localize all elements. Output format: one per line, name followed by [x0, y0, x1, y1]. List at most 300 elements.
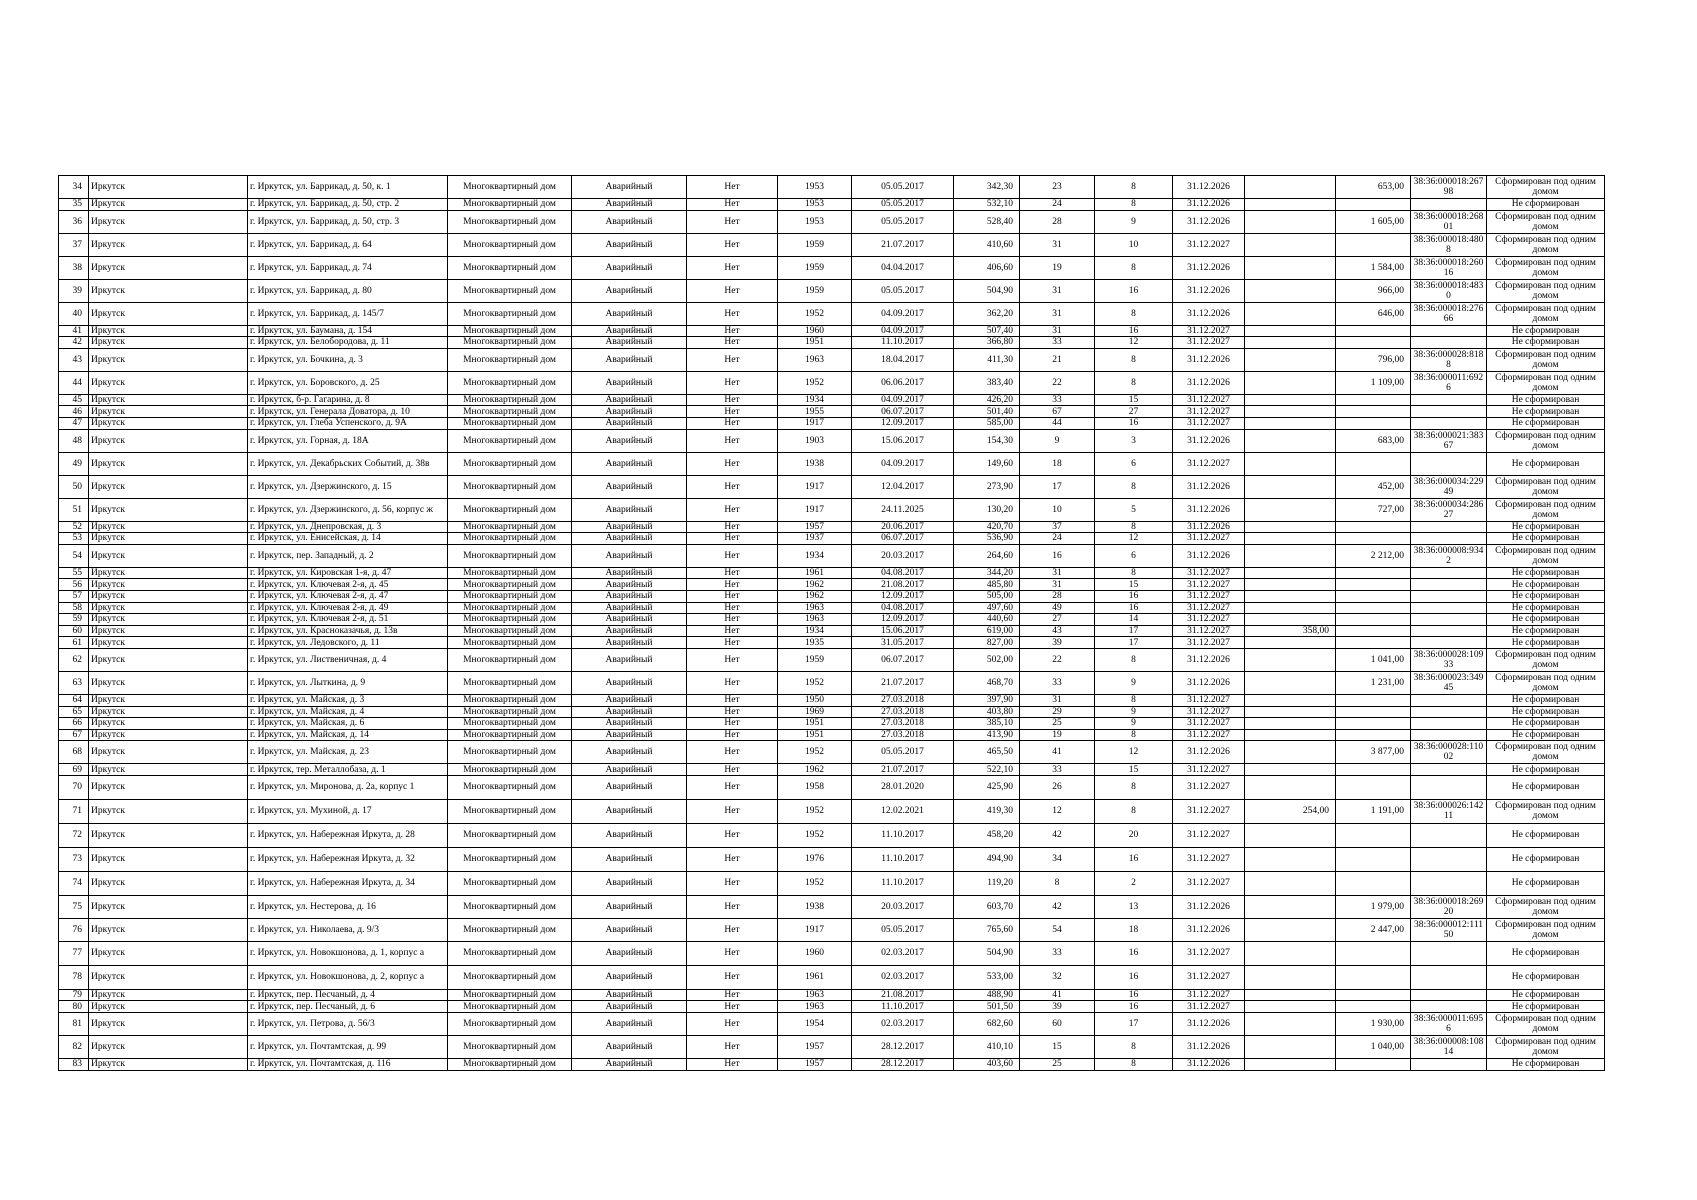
- deadline-cell: 31.12.2027: [1173, 337, 1245, 349]
- deadline-cell: 31.12.2026: [1173, 1036, 1245, 1059]
- condition-cell: Аварийный: [572, 823, 687, 847]
- cadastral-number-cell: 38:36:000018:26016: [1411, 256, 1487, 279]
- city-cell: Иркутск: [89, 590, 248, 602]
- deadline-cell: 31.12.2026: [1173, 429, 1245, 452]
- land-status-cell: Не сформирован: [1487, 706, 1605, 718]
- house-type-cell: Многоквартирный дом: [448, 648, 572, 671]
- row-number-cell: 81: [59, 1013, 89, 1036]
- table-row: [59, 210, 1605, 233]
- extra-area-cell: [1245, 429, 1336, 452]
- condition-cell: Аварийный: [572, 706, 687, 718]
- deadline-cell: 31.12.2026: [1173, 544, 1245, 567]
- year-cell: 1952: [778, 799, 852, 823]
- flag-cell: Нет: [687, 614, 778, 626]
- residents-cell: 28: [1020, 210, 1095, 233]
- condition-cell: Аварийный: [572, 1001, 687, 1013]
- cadastral-number-cell: 38:36:000034:22949: [1411, 475, 1487, 498]
- extra-area-cell: [1245, 533, 1336, 545]
- year-cell: 1934: [778, 544, 852, 567]
- residents-cell: 34: [1020, 847, 1095, 871]
- address-cell: г. Иркутск, ул. Боровского, д. 25: [248, 371, 448, 394]
- flag-cell: Нет: [687, 895, 778, 918]
- flag-cell: Нет: [687, 602, 778, 614]
- apartments-cell: 18: [1095, 918, 1173, 941]
- extra-area-cell: [1245, 764, 1336, 776]
- residents-cell: 31: [1020, 279, 1095, 302]
- apartments-cell: 16: [1095, 602, 1173, 614]
- row-number-cell: 37: [59, 233, 89, 256]
- cadastral-number-cell: [1411, 965, 1487, 989]
- year-cell: 1951: [778, 337, 852, 349]
- land-status-cell: Сформирован под одним домом: [1487, 498, 1605, 521]
- deadline-cell: 31.12.2026: [1173, 521, 1245, 533]
- house-type-cell: Многоквартирный дом: [448, 637, 572, 649]
- deadline-cell: 31.12.2026: [1173, 918, 1245, 941]
- land-status-cell: Сформирован под одним домом: [1487, 233, 1605, 256]
- flag-cell: Нет: [687, 475, 778, 498]
- row-number-cell: 41: [59, 325, 89, 337]
- address-cell: г. Иркутск, ул. Майская, д. 14: [248, 729, 448, 741]
- condition-cell: Аварийный: [572, 918, 687, 941]
- extra-area-cell: [1245, 579, 1336, 591]
- deadline-cell: 31.12.2027: [1173, 394, 1245, 406]
- area-cell: 585,00: [954, 417, 1020, 429]
- extra-area-cell: [1245, 989, 1336, 1001]
- table-row: [59, 965, 1605, 989]
- address-cell: г. Иркутск, ул. Николаева, д. 9/3: [248, 918, 448, 941]
- apartments-cell: 8: [1095, 567, 1173, 579]
- deadline-cell: 31.12.2026: [1173, 348, 1245, 371]
- date-cell: 06.07.2017: [852, 406, 954, 418]
- table-row: [59, 279, 1605, 302]
- deadline-cell: 31.12.2027: [1173, 452, 1245, 475]
- deadline-cell: 31.12.2027: [1173, 602, 1245, 614]
- area-cell: 385,10: [954, 718, 1020, 730]
- address-cell: г. Иркутск, ул. Лиственичная, д. 4: [248, 648, 448, 671]
- house-type-cell: Многоквартирный дом: [448, 799, 572, 823]
- area-cell: 468,70: [954, 671, 1020, 694]
- city-cell: Иркутск: [89, 918, 248, 941]
- row-number-cell: 52: [59, 521, 89, 533]
- deadline-cell: 31.12.2027: [1173, 533, 1245, 545]
- extra-area-cell: 254,00: [1245, 799, 1336, 823]
- cadastral-number-cell: 38:36:000023:34945: [1411, 671, 1487, 694]
- date-cell: 04.09.2017: [852, 325, 954, 337]
- city-cell: Иркутск: [89, 348, 248, 371]
- land-area-cell: [1336, 394, 1411, 406]
- flag-cell: Нет: [687, 521, 778, 533]
- house-type-cell: Многоквартирный дом: [448, 602, 572, 614]
- apartments-cell: 16: [1095, 965, 1173, 989]
- condition-cell: Аварийный: [572, 871, 687, 895]
- house-type-cell: Многоквартирный дом: [448, 1036, 572, 1059]
- land-area-cell: [1336, 989, 1411, 1001]
- area-cell: 130,20: [954, 498, 1020, 521]
- table-row: [59, 544, 1605, 567]
- deadline-cell: 31.12.2027: [1173, 325, 1245, 337]
- flag-cell: Нет: [687, 871, 778, 895]
- house-type-cell: Многоквартирный дом: [448, 741, 572, 764]
- house-type-cell: Многоквартирный дом: [448, 775, 572, 799]
- city-cell: Иркутск: [89, 823, 248, 847]
- condition-cell: Аварийный: [572, 989, 687, 1001]
- table-row: [59, 233, 1605, 256]
- land-area-cell: 1 605,00: [1336, 210, 1411, 233]
- land-area-cell: 1 231,00: [1336, 671, 1411, 694]
- year-cell: 1938: [778, 452, 852, 475]
- house-type-cell: Многоквартирный дом: [448, 498, 572, 521]
- date-cell: 20.03.2017: [852, 895, 954, 918]
- land-area-cell: [1336, 521, 1411, 533]
- area-cell: 528,40: [954, 210, 1020, 233]
- residents-cell: 19: [1020, 729, 1095, 741]
- land-area-cell: [1336, 233, 1411, 256]
- housing-table: [58, 175, 1605, 1071]
- land-area-cell: [1336, 941, 1411, 965]
- address-cell: г. Иркутск, ул. Нестерова, д. 16: [248, 895, 448, 918]
- city-cell: Иркутск: [89, 1013, 248, 1036]
- year-cell: 1954: [778, 1013, 852, 1036]
- row-number-cell: 42: [59, 337, 89, 349]
- row-number-cell: 77: [59, 941, 89, 965]
- address-cell: г. Иркутск, ул. Енисейская, д. 14: [248, 533, 448, 545]
- table-row: [59, 521, 1605, 533]
- flag-cell: Нет: [687, 176, 778, 199]
- condition-cell: Аварийный: [572, 452, 687, 475]
- house-type-cell: Многоквартирный дом: [448, 764, 572, 776]
- city-cell: Иркутск: [89, 176, 248, 199]
- condition-cell: Аварийный: [572, 394, 687, 406]
- land-area-cell: 796,00: [1336, 348, 1411, 371]
- table-row: [59, 706, 1605, 718]
- land-status-cell: Не сформирован: [1487, 775, 1605, 799]
- residents-cell: 28: [1020, 590, 1095, 602]
- address-cell: г. Иркутск, ул. Белобородова, д. 11: [248, 337, 448, 349]
- apartments-cell: 20: [1095, 823, 1173, 847]
- area-cell: 827,00: [954, 637, 1020, 649]
- land-area-cell: 452,00: [1336, 475, 1411, 498]
- city-cell: Иркутск: [89, 989, 248, 1001]
- land-status-cell: Не сформирован: [1487, 729, 1605, 741]
- date-cell: 12.09.2017: [852, 590, 954, 602]
- land-area-cell: 1 041,00: [1336, 648, 1411, 671]
- condition-cell: Аварийный: [572, 602, 687, 614]
- residents-cell: 8: [1020, 871, 1095, 895]
- date-cell: 11.10.2017: [852, 871, 954, 895]
- land-area-cell: [1336, 965, 1411, 989]
- address-cell: г. Иркутск, ул. Новокшонова, д. 2, корпус а: [248, 965, 448, 989]
- table-row: [59, 1001, 1605, 1013]
- table-row: [59, 475, 1605, 498]
- residents-cell: 9: [1020, 429, 1095, 452]
- apartments-cell: 9: [1095, 718, 1173, 730]
- house-type-cell: Многоквартирный дом: [448, 823, 572, 847]
- residents-cell: 31: [1020, 302, 1095, 325]
- apartments-cell: 27: [1095, 406, 1173, 418]
- year-cell: 1963: [778, 614, 852, 626]
- residents-cell: 17: [1020, 475, 1095, 498]
- area-cell: 536,90: [954, 533, 1020, 545]
- apartments-cell: 3: [1095, 429, 1173, 452]
- flag-cell: Нет: [687, 764, 778, 776]
- extra-area-cell: [1245, 279, 1336, 302]
- condition-cell: Аварийный: [572, 590, 687, 602]
- apartments-cell: 15: [1095, 579, 1173, 591]
- condition-cell: Аварийный: [572, 941, 687, 965]
- row-number-cell: 75: [59, 895, 89, 918]
- year-cell: 1958: [778, 775, 852, 799]
- condition-cell: Аварийный: [572, 775, 687, 799]
- cadastral-number-cell: 38:36:000028:10933: [1411, 648, 1487, 671]
- flag-cell: Нет: [687, 567, 778, 579]
- apartments-cell: 16: [1095, 279, 1173, 302]
- row-number-cell: 46: [59, 406, 89, 418]
- land-status-cell: Не сформирован: [1487, 1001, 1605, 1013]
- date-cell: 12.09.2017: [852, 417, 954, 429]
- cadastral-number-cell: [1411, 989, 1487, 1001]
- apartments-cell: 8: [1095, 521, 1173, 533]
- house-type-cell: Многоквартирный дом: [448, 671, 572, 694]
- residents-cell: 27: [1020, 614, 1095, 626]
- deadline-cell: 31.12.2026: [1173, 302, 1245, 325]
- condition-cell: Аварийный: [572, 729, 687, 741]
- cadastral-number-cell: [1411, 533, 1487, 545]
- address-cell: г. Иркутск, ул. Кировская 1-я, д. 47: [248, 567, 448, 579]
- address-cell: г. Иркутск, ул. Баррикад, д. 64: [248, 233, 448, 256]
- year-cell: 1952: [778, 671, 852, 694]
- extra-area-cell: [1245, 871, 1336, 895]
- residents-cell: 29: [1020, 706, 1095, 718]
- house-type-cell: Многоквартирный дом: [448, 989, 572, 1001]
- apartments-cell: 6: [1095, 452, 1173, 475]
- apartments-cell: 15: [1095, 394, 1173, 406]
- house-type-cell: Многоквартирный дом: [448, 176, 572, 199]
- cadastral-number-cell: 38:36:000026:14211: [1411, 799, 1487, 823]
- year-cell: 1969: [778, 706, 852, 718]
- year-cell: 1951: [778, 729, 852, 741]
- deadline-cell: 31.12.2027: [1173, 233, 1245, 256]
- date-cell: 04.08.2017: [852, 567, 954, 579]
- land-status-cell: Сформирован под одним домом: [1487, 648, 1605, 671]
- city-cell: Иркутск: [89, 614, 248, 626]
- row-number-cell: 76: [59, 918, 89, 941]
- city-cell: Иркутск: [89, 452, 248, 475]
- cadastral-number-cell: [1411, 1001, 1487, 1013]
- land-status-cell: Сформирован под одним домом: [1487, 799, 1605, 823]
- house-type-cell: Многоквартирный дом: [448, 567, 572, 579]
- row-number-cell: 48: [59, 429, 89, 452]
- apartments-cell: 17: [1095, 625, 1173, 637]
- row-number-cell: 57: [59, 590, 89, 602]
- deadline-cell: 31.12.2027: [1173, 941, 1245, 965]
- area-cell: 440,60: [954, 614, 1020, 626]
- area-cell: 273,90: [954, 475, 1020, 498]
- year-cell: 1959: [778, 233, 852, 256]
- residents-cell: 44: [1020, 417, 1095, 429]
- condition-cell: Аварийный: [572, 694, 687, 706]
- residents-cell: 24: [1020, 199, 1095, 211]
- apartments-cell: 2: [1095, 871, 1173, 895]
- area-cell: 154,30: [954, 429, 1020, 452]
- land-status-cell: Не сформирован: [1487, 590, 1605, 602]
- flag-cell: Нет: [687, 1013, 778, 1036]
- area-cell: 522,10: [954, 764, 1020, 776]
- residents-cell: 12: [1020, 799, 1095, 823]
- house-type-cell: Многоквартирный дом: [448, 847, 572, 871]
- extra-area-cell: [1245, 895, 1336, 918]
- area-cell: 149,60: [954, 452, 1020, 475]
- flag-cell: Нет: [687, 799, 778, 823]
- residents-cell: 32: [1020, 965, 1095, 989]
- table-row: [59, 648, 1605, 671]
- area-cell: 406,60: [954, 256, 1020, 279]
- land-area-cell: [1336, 567, 1411, 579]
- deadline-cell: 31.12.2027: [1173, 1001, 1245, 1013]
- table-row: [59, 989, 1605, 1001]
- area-cell: 419,30: [954, 799, 1020, 823]
- city-cell: Иркутск: [89, 475, 248, 498]
- apartments-cell: 16: [1095, 941, 1173, 965]
- address-cell: г. Иркутск, ул. Дзержинского, д. 15: [248, 475, 448, 498]
- residents-cell: 33: [1020, 394, 1095, 406]
- house-type-cell: Многоквартирный дом: [448, 941, 572, 965]
- area-cell: 410,10: [954, 1036, 1020, 1059]
- area-cell: 532,10: [954, 199, 1020, 211]
- city-cell: Иркутск: [89, 602, 248, 614]
- deadline-cell: 31.12.2027: [1173, 590, 1245, 602]
- table-row: [59, 452, 1605, 475]
- date-cell: 15.06.2017: [852, 429, 954, 452]
- address-cell: г. Иркутск, ул. Баумана, д. 154: [248, 325, 448, 337]
- cadastral-number-cell: 38:36:000018:26920: [1411, 895, 1487, 918]
- deadline-cell: 31.12.2027: [1173, 799, 1245, 823]
- apartments-cell: 13: [1095, 895, 1173, 918]
- condition-cell: Аварийный: [572, 337, 687, 349]
- date-cell: 31.05.2017: [852, 637, 954, 649]
- cadastral-number-cell: [1411, 417, 1487, 429]
- date-cell: 04.04.2017: [852, 256, 954, 279]
- extra-area-cell: [1245, 371, 1336, 394]
- row-number-cell: 34: [59, 176, 89, 199]
- land-area-cell: [1336, 764, 1411, 776]
- condition-cell: Аварийный: [572, 579, 687, 591]
- extra-area-cell: [1245, 590, 1336, 602]
- address-cell: г. Иркутск, ул. Дзержинского, д. 56, корпус ж: [248, 498, 448, 521]
- extra-area-cell: [1245, 394, 1336, 406]
- house-type-cell: Многоквартирный дом: [448, 233, 572, 256]
- date-cell: 11.10.2017: [852, 1001, 954, 1013]
- land-area-cell: 727,00: [1336, 498, 1411, 521]
- city-cell: Иркутск: [89, 729, 248, 741]
- city-cell: Иркутск: [89, 417, 248, 429]
- cadastral-number-cell: 38:36:000018:27666: [1411, 302, 1487, 325]
- land-status-cell: Не сформирован: [1487, 1059, 1605, 1071]
- city-cell: Иркутск: [89, 579, 248, 591]
- apartments-cell: 8: [1095, 256, 1173, 279]
- table-row: [59, 941, 1605, 965]
- land-area-cell: [1336, 729, 1411, 741]
- deadline-cell: 31.12.2027: [1173, 965, 1245, 989]
- residents-cell: 10: [1020, 498, 1095, 521]
- address-cell: г. Иркутск, б-р. Гагарина, д. 8: [248, 394, 448, 406]
- address-cell: г. Иркутск, ул. Майская, д. 4: [248, 706, 448, 718]
- cadastral-number-cell: [1411, 871, 1487, 895]
- date-cell: 05.05.2017: [852, 918, 954, 941]
- apartments-cell: 16: [1095, 417, 1173, 429]
- address-cell: г. Иркутск, ул. Красноказачья, д. 13в: [248, 625, 448, 637]
- table-row: [59, 1036, 1605, 1059]
- area-cell: 502,00: [954, 648, 1020, 671]
- date-cell: 05.05.2017: [852, 199, 954, 211]
- land-area-cell: 2 212,00: [1336, 544, 1411, 567]
- row-number-cell: 54: [59, 544, 89, 567]
- year-cell: 1935: [778, 637, 852, 649]
- flag-cell: Нет: [687, 1059, 778, 1071]
- house-type-cell: Многоквартирный дом: [448, 279, 572, 302]
- area-cell: 504,90: [954, 941, 1020, 965]
- area-cell: 344,20: [954, 567, 1020, 579]
- house-type-cell: Многоквартирный дом: [448, 429, 572, 452]
- date-cell: 21.08.2017: [852, 989, 954, 1001]
- year-cell: 1953: [778, 199, 852, 211]
- cadastral-number-cell: 38:36:000011:6956: [1411, 1013, 1487, 1036]
- city-cell: Иркутск: [89, 625, 248, 637]
- city-cell: Иркутск: [89, 406, 248, 418]
- address-cell: г. Иркутск, ул. Ключевая 2-я, д. 45: [248, 579, 448, 591]
- row-number-cell: 82: [59, 1036, 89, 1059]
- area-cell: 426,20: [954, 394, 1020, 406]
- land-status-cell: Сформирован под одним домом: [1487, 895, 1605, 918]
- land-area-cell: 2 447,00: [1336, 918, 1411, 941]
- land-status-cell: Не сформирован: [1487, 602, 1605, 614]
- row-number-cell: 67: [59, 729, 89, 741]
- house-type-cell: Многоквартирный дом: [448, 337, 572, 349]
- date-cell: 28.12.2017: [852, 1059, 954, 1071]
- date-cell: 06.06.2017: [852, 371, 954, 394]
- date-cell: 05.05.2017: [852, 741, 954, 764]
- flag-cell: Нет: [687, 941, 778, 965]
- house-type-cell: Многоквартирный дом: [448, 533, 572, 545]
- extra-area-cell: [1245, 694, 1336, 706]
- apartments-cell: 8: [1095, 1059, 1173, 1071]
- apartments-cell: 8: [1095, 1036, 1173, 1059]
- deadline-cell: 31.12.2027: [1173, 823, 1245, 847]
- date-cell: 18.04.2017: [852, 348, 954, 371]
- area-cell: 501,40: [954, 406, 1020, 418]
- year-cell: 1938: [778, 895, 852, 918]
- city-cell: Иркутск: [89, 544, 248, 567]
- address-cell: г. Иркутск, пер. Западный, д. 2: [248, 544, 448, 567]
- extra-area-cell: [1245, 256, 1336, 279]
- apartments-cell: 15: [1095, 764, 1173, 776]
- condition-cell: Аварийный: [572, 521, 687, 533]
- land-status-cell: Не сформирован: [1487, 417, 1605, 429]
- date-cell: 12.02.2021: [852, 799, 954, 823]
- flag-cell: Нет: [687, 823, 778, 847]
- condition-cell: Аварийный: [572, 475, 687, 498]
- date-cell: 12.09.2017: [852, 614, 954, 626]
- apartments-cell: 9: [1095, 671, 1173, 694]
- address-cell: г. Иркутск, ул. Майская, д. 6: [248, 718, 448, 730]
- land-area-cell: [1336, 579, 1411, 591]
- year-cell: 1917: [778, 498, 852, 521]
- cadastral-number-cell: [1411, 729, 1487, 741]
- residents-cell: 22: [1020, 371, 1095, 394]
- land-status-cell: Не сформирован: [1487, 614, 1605, 626]
- house-type-cell: Многоквартирный дом: [448, 406, 572, 418]
- residents-cell: 33: [1020, 671, 1095, 694]
- land-area-cell: [1336, 337, 1411, 349]
